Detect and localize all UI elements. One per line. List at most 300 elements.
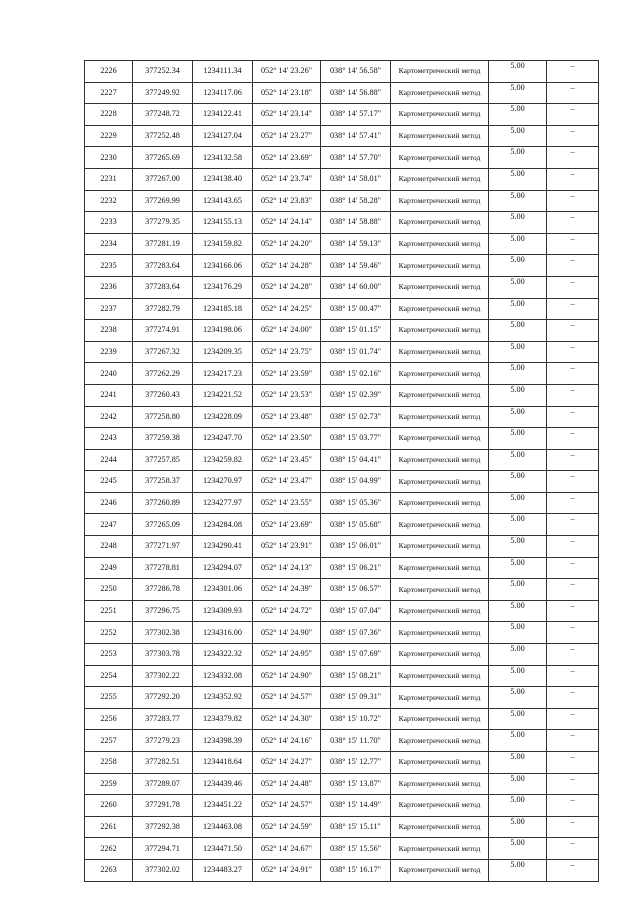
longitude-cell: 038° 14' 56.88"	[321, 82, 391, 104]
accuracy-cell: 5.00	[489, 773, 547, 795]
method-cell: Картометрический метод	[391, 579, 489, 601]
point-number-cell: 2260	[85, 795, 133, 817]
longitude-cell: 038° 15' 04.99"	[321, 471, 391, 493]
table-row	[85, 579, 599, 601]
point-number-cell: 2231	[85, 168, 133, 190]
note-cell: –	[547, 276, 599, 298]
y-coordinate-cell: 1234294.07	[193, 557, 253, 579]
longitude-cell: 038° 15' 10.72"	[321, 708, 391, 730]
accuracy-cell: 5.00	[489, 816, 547, 838]
table-row	[85, 492, 599, 514]
latitude-cell: 052° 14' 23.47"	[253, 471, 321, 493]
y-coordinate-cell: 1234259.82	[193, 449, 253, 471]
accuracy-cell: 5.00	[489, 859, 547, 881]
latitude-cell: 052° 14' 23.48"	[253, 406, 321, 428]
note-cell: –	[547, 190, 599, 212]
y-coordinate-cell: 1234176.29	[193, 276, 253, 298]
accuracy-cell: 5.00	[489, 492, 547, 514]
accuracy-cell: 5.00	[489, 557, 547, 579]
point-number-cell: 2256	[85, 708, 133, 730]
note-cell: –	[547, 795, 599, 817]
x-coordinate-cell: 377258.37	[133, 471, 193, 493]
note-cell: –	[547, 687, 599, 709]
note-cell: –	[547, 449, 599, 471]
point-number-cell: 2242	[85, 406, 133, 428]
y-coordinate-cell: 1234127.04	[193, 125, 253, 147]
x-coordinate-cell: 377259.38	[133, 428, 193, 450]
table-row	[85, 384, 599, 406]
accuracy-cell: 5.00	[489, 536, 547, 558]
x-coordinate-cell: 377291.78	[133, 795, 193, 817]
method-cell: Картометрический метод	[391, 752, 489, 774]
note-cell: –	[547, 471, 599, 493]
method-cell: Картометрический метод	[391, 363, 489, 385]
x-coordinate-cell: 377274.91	[133, 320, 193, 342]
point-number-cell: 2262	[85, 838, 133, 860]
note-cell: –	[547, 428, 599, 450]
latitude-cell: 052° 14' 24.14"	[253, 212, 321, 234]
longitude-cell: 038° 15' 05.68"	[321, 514, 391, 536]
table-row	[85, 428, 599, 450]
point-number-cell: 2250	[85, 579, 133, 601]
latitude-cell: 052° 14' 23.69"	[253, 514, 321, 536]
accuracy-cell: 5.00	[489, 687, 547, 709]
accuracy-cell: 5.00	[489, 795, 547, 817]
table-row	[85, 557, 599, 579]
accuracy-cell: 5.00	[489, 320, 547, 342]
note-cell: –	[547, 816, 599, 838]
point-number-cell: 2254	[85, 665, 133, 687]
table-body	[85, 61, 599, 882]
note-cell: –	[547, 859, 599, 881]
point-number-cell: 2238	[85, 320, 133, 342]
table-row	[85, 406, 599, 428]
y-coordinate-cell: 1234166.06	[193, 255, 253, 277]
x-coordinate-cell: 377267.00	[133, 168, 193, 190]
note-cell: –	[547, 125, 599, 147]
y-coordinate-cell: 1234471.50	[193, 838, 253, 860]
latitude-cell: 052° 14' 24.57"	[253, 795, 321, 817]
note-cell: –	[547, 147, 599, 169]
accuracy-cell: 5.00	[489, 471, 547, 493]
accuracy-cell: 5.00	[489, 276, 547, 298]
table-row	[85, 536, 599, 558]
point-number-cell: 2230	[85, 147, 133, 169]
y-coordinate-cell: 1234155.13	[193, 212, 253, 234]
latitude-cell: 052° 14' 23.50"	[253, 428, 321, 450]
longitude-cell: 038° 14' 56.58"	[321, 61, 391, 83]
table-row	[85, 471, 599, 493]
table-row	[85, 168, 599, 190]
table-row	[85, 449, 599, 471]
note-cell: –	[547, 536, 599, 558]
point-number-cell: 2234	[85, 233, 133, 255]
accuracy-cell: 5.00	[489, 61, 547, 83]
method-cell: Картометрический метод	[391, 665, 489, 687]
latitude-cell: 052° 14' 24.90"	[253, 665, 321, 687]
longitude-cell: 038° 15' 06.01"	[321, 536, 391, 558]
method-cell: Картометрический метод	[391, 859, 489, 881]
y-coordinate-cell: 1234270.97	[193, 471, 253, 493]
longitude-cell: 038° 14' 59.13"	[321, 233, 391, 255]
x-coordinate-cell: 377283.64	[133, 255, 193, 277]
point-number-cell: 2255	[85, 687, 133, 709]
table-row	[85, 600, 599, 622]
point-number-cell: 2257	[85, 730, 133, 752]
x-coordinate-cell: 377302.38	[133, 622, 193, 644]
x-coordinate-cell: 377282.51	[133, 752, 193, 774]
x-coordinate-cell: 377269.99	[133, 190, 193, 212]
accuracy-cell: 5.00	[489, 147, 547, 169]
y-coordinate-cell: 1234290.41	[193, 536, 253, 558]
longitude-cell: 038° 15' 04.41"	[321, 449, 391, 471]
accuracy-cell: 5.00	[489, 449, 547, 471]
y-coordinate-cell: 1234332.08	[193, 665, 253, 687]
table-row	[85, 82, 599, 104]
table-row	[85, 255, 599, 277]
method-cell: Картометрический метод	[391, 147, 489, 169]
table-row	[85, 320, 599, 342]
note-cell: –	[547, 752, 599, 774]
method-cell: Картометрический метод	[391, 557, 489, 579]
y-coordinate-cell: 1234221.52	[193, 384, 253, 406]
method-cell: Картометрический метод	[391, 471, 489, 493]
method-cell: Картометрический метод	[391, 384, 489, 406]
point-number-cell: 2235	[85, 255, 133, 277]
note-cell: –	[547, 730, 599, 752]
table-row	[85, 125, 599, 147]
y-coordinate-cell: 1234159.82	[193, 233, 253, 255]
point-number-cell: 2249	[85, 557, 133, 579]
x-coordinate-cell: 377303.78	[133, 644, 193, 666]
y-coordinate-cell: 1234301.06	[193, 579, 253, 601]
accuracy-cell: 5.00	[489, 384, 547, 406]
table-row	[85, 190, 599, 212]
method-cell: Картометрический метод	[391, 644, 489, 666]
latitude-cell: 052° 14' 24.00"	[253, 320, 321, 342]
table-row	[85, 233, 599, 255]
accuracy-cell: 5.00	[489, 190, 547, 212]
longitude-cell: 038° 14' 58.88"	[321, 212, 391, 234]
note-cell: –	[547, 212, 599, 234]
longitude-cell: 038° 14' 59.46"	[321, 255, 391, 277]
method-cell: Картометрический метод	[391, 428, 489, 450]
longitude-cell: 038° 15' 07.69"	[321, 644, 391, 666]
y-coordinate-cell: 1234309.93	[193, 600, 253, 622]
method-cell: Картометрический метод	[391, 536, 489, 558]
latitude-cell: 052° 14' 23.53"	[253, 384, 321, 406]
method-cell: Картометрический метод	[391, 276, 489, 298]
table-row	[85, 341, 599, 363]
latitude-cell: 052° 14' 23.75"	[253, 341, 321, 363]
x-coordinate-cell: 377281.19	[133, 233, 193, 255]
longitude-cell: 038° 15' 03.77"	[321, 428, 391, 450]
x-coordinate-cell: 377248.72	[133, 104, 193, 126]
x-coordinate-cell: 377286.78	[133, 579, 193, 601]
y-coordinate-cell: 1234122.41	[193, 104, 253, 126]
table-row	[85, 665, 599, 687]
accuracy-cell: 5.00	[489, 708, 547, 730]
note-cell: –	[547, 82, 599, 104]
longitude-cell: 038° 15' 15.11"	[321, 816, 391, 838]
y-coordinate-cell: 1234284.08	[193, 514, 253, 536]
latitude-cell: 052° 14' 24.95"	[253, 644, 321, 666]
latitude-cell: 052° 14' 24.67"	[253, 838, 321, 860]
x-coordinate-cell: 377292.20	[133, 687, 193, 709]
y-coordinate-cell: 1234228.09	[193, 406, 253, 428]
point-number-cell: 2227	[85, 82, 133, 104]
latitude-cell: 052° 14' 24.72"	[253, 600, 321, 622]
method-cell: Картометрический метод	[391, 449, 489, 471]
note-cell: –	[547, 644, 599, 666]
latitude-cell: 052° 14' 24.27"	[253, 752, 321, 774]
latitude-cell: 052° 14' 23.91"	[253, 536, 321, 558]
point-number-cell: 2244	[85, 449, 133, 471]
note-cell: –	[547, 320, 599, 342]
note-cell: –	[547, 838, 599, 860]
latitude-cell: 052° 14' 24.48"	[253, 773, 321, 795]
x-coordinate-cell: 377267.32	[133, 341, 193, 363]
accuracy-cell: 5.00	[489, 233, 547, 255]
y-coordinate-cell: 1234398.39	[193, 730, 253, 752]
y-coordinate-cell: 1234217.23	[193, 363, 253, 385]
longitude-cell: 038° 15' 08.21"	[321, 665, 391, 687]
longitude-cell: 038° 15' 02.16"	[321, 363, 391, 385]
point-number-cell: 2229	[85, 125, 133, 147]
table-row	[85, 147, 599, 169]
note-cell: –	[547, 104, 599, 126]
table-row	[85, 773, 599, 795]
y-coordinate-cell: 1234322.32	[193, 644, 253, 666]
table-row	[85, 730, 599, 752]
accuracy-cell: 5.00	[489, 168, 547, 190]
y-coordinate-cell: 1234418.64	[193, 752, 253, 774]
x-coordinate-cell: 377258.80	[133, 406, 193, 428]
method-cell: Картометрический метод	[391, 687, 489, 709]
table-row	[85, 644, 599, 666]
x-coordinate-cell: 377283.77	[133, 708, 193, 730]
method-cell: Картометрический метод	[391, 492, 489, 514]
latitude-cell: 052° 14' 23.45"	[253, 449, 321, 471]
accuracy-cell: 5.00	[489, 406, 547, 428]
longitude-cell: 038° 14' 57.17"	[321, 104, 391, 126]
method-cell: Картометрический метод	[391, 61, 489, 83]
latitude-cell: 052° 14' 24.30"	[253, 708, 321, 730]
longitude-cell: 038° 15' 16.17"	[321, 859, 391, 881]
note-cell: –	[547, 708, 599, 730]
note-cell: –	[547, 665, 599, 687]
point-number-cell: 2259	[85, 773, 133, 795]
accuracy-cell: 5.00	[489, 514, 547, 536]
point-number-cell: 2245	[85, 471, 133, 493]
note-cell: –	[547, 557, 599, 579]
method-cell: Картометрический метод	[391, 320, 489, 342]
longitude-cell: 038° 15' 02.39"	[321, 384, 391, 406]
x-coordinate-cell: 377252.34	[133, 61, 193, 83]
method-cell: Картометрический метод	[391, 212, 489, 234]
method-cell: Картометрический метод	[391, 622, 489, 644]
y-coordinate-cell: 1234185.18	[193, 298, 253, 320]
longitude-cell: 038° 15' 01.74"	[321, 341, 391, 363]
x-coordinate-cell: 377302.02	[133, 859, 193, 881]
y-coordinate-cell: 1234277.97	[193, 492, 253, 514]
longitude-cell: 038° 15' 11.70"	[321, 730, 391, 752]
longitude-cell: 038° 15' 07.04"	[321, 600, 391, 622]
method-cell: Картометрический метод	[391, 190, 489, 212]
method-cell: Картометрический метод	[391, 82, 489, 104]
accuracy-cell: 5.00	[489, 600, 547, 622]
accuracy-cell: 5.00	[489, 125, 547, 147]
longitude-cell: 038° 15' 09.31"	[321, 687, 391, 709]
y-coordinate-cell: 1234379.82	[193, 708, 253, 730]
x-coordinate-cell: 377278.81	[133, 557, 193, 579]
latitude-cell: 052° 14' 24.59"	[253, 816, 321, 838]
point-number-cell: 2236	[85, 276, 133, 298]
y-coordinate-cell: 1234132.58	[193, 147, 253, 169]
method-cell: Картометрический метод	[391, 104, 489, 126]
longitude-cell: 038° 15' 06.21"	[321, 557, 391, 579]
method-cell: Картометрический метод	[391, 708, 489, 730]
x-coordinate-cell: 377265.09	[133, 514, 193, 536]
table-row	[85, 514, 599, 536]
latitude-cell: 052° 14' 24.90"	[253, 622, 321, 644]
longitude-cell: 038° 14' 57.70"	[321, 147, 391, 169]
point-number-cell: 2239	[85, 341, 133, 363]
point-number-cell: 2237	[85, 298, 133, 320]
longitude-cell: 038° 15' 05.36"	[321, 492, 391, 514]
latitude-cell: 052° 14' 23.69"	[253, 147, 321, 169]
note-cell: –	[547, 514, 599, 536]
y-coordinate-cell: 1234111.34	[193, 61, 253, 83]
y-coordinate-cell: 1234138.40	[193, 168, 253, 190]
longitude-cell: 038° 15' 02.73"	[321, 406, 391, 428]
longitude-cell: 038° 14' 60.00"	[321, 276, 391, 298]
table-row	[85, 212, 599, 234]
x-coordinate-cell: 377292.38	[133, 816, 193, 838]
x-coordinate-cell: 377283.64	[133, 276, 193, 298]
x-coordinate-cell: 377260.43	[133, 384, 193, 406]
x-coordinate-cell: 377282.79	[133, 298, 193, 320]
accuracy-cell: 5.00	[489, 363, 547, 385]
y-coordinate-cell: 1234439.46	[193, 773, 253, 795]
accuracy-cell: 5.00	[489, 82, 547, 104]
note-cell: –	[547, 579, 599, 601]
point-number-cell: 2247	[85, 514, 133, 536]
note-cell: –	[547, 773, 599, 795]
latitude-cell: 052° 14' 24.25"	[253, 298, 321, 320]
x-coordinate-cell: 377262.29	[133, 363, 193, 385]
method-cell: Картометрический метод	[391, 341, 489, 363]
latitude-cell: 052° 14' 24.28"	[253, 255, 321, 277]
note-cell: –	[547, 168, 599, 190]
x-coordinate-cell: 377289.07	[133, 773, 193, 795]
table-row	[85, 622, 599, 644]
latitude-cell: 052° 14' 24.39"	[253, 579, 321, 601]
method-cell: Картометрический метод	[391, 514, 489, 536]
y-coordinate-cell: 1234143.65	[193, 190, 253, 212]
x-coordinate-cell: 377249.92	[133, 82, 193, 104]
y-coordinate-cell: 1234316.00	[193, 622, 253, 644]
point-number-cell: 2241	[85, 384, 133, 406]
y-coordinate-cell: 1234463.08	[193, 816, 253, 838]
table-row	[85, 298, 599, 320]
latitude-cell: 052° 14' 23.14"	[253, 104, 321, 126]
note-cell: –	[547, 406, 599, 428]
note-cell: –	[547, 622, 599, 644]
note-cell: –	[547, 341, 599, 363]
latitude-cell: 052° 14' 24.28"	[253, 276, 321, 298]
note-cell: –	[547, 384, 599, 406]
accuracy-cell: 5.00	[489, 665, 547, 687]
method-cell: Картометрический метод	[391, 406, 489, 428]
point-number-cell: 2251	[85, 600, 133, 622]
longitude-cell: 038° 15' 00.47"	[321, 298, 391, 320]
y-coordinate-cell: 1234247.70	[193, 428, 253, 450]
note-cell: –	[547, 298, 599, 320]
table-row	[85, 104, 599, 126]
method-cell: Картометрический метод	[391, 600, 489, 622]
accuracy-cell: 5.00	[489, 298, 547, 320]
point-number-cell: 2258	[85, 752, 133, 774]
x-coordinate-cell: 377296.75	[133, 600, 193, 622]
longitude-cell: 038° 15' 12.77"	[321, 752, 391, 774]
point-number-cell: 2248	[85, 536, 133, 558]
longitude-cell: 038° 14' 58.28"	[321, 190, 391, 212]
method-cell: Картометрический метод	[391, 730, 489, 752]
latitude-cell: 052° 14' 23.59"	[253, 363, 321, 385]
accuracy-cell: 5.00	[489, 622, 547, 644]
accuracy-cell: 5.00	[489, 579, 547, 601]
x-coordinate-cell: 377302.22	[133, 665, 193, 687]
method-cell: Картометрический метод	[391, 298, 489, 320]
method-cell: Картометрический метод	[391, 233, 489, 255]
accuracy-cell: 5.00	[489, 838, 547, 860]
note-cell: –	[547, 233, 599, 255]
longitude-cell: 038° 15' 14.49"	[321, 795, 391, 817]
table-row	[85, 687, 599, 709]
y-coordinate-cell: 1234451.22	[193, 795, 253, 817]
accuracy-cell: 5.00	[489, 341, 547, 363]
point-number-cell: 2252	[85, 622, 133, 644]
point-number-cell: 2243	[85, 428, 133, 450]
point-number-cell: 2226	[85, 61, 133, 83]
method-cell: Картометрический метод	[391, 838, 489, 860]
method-cell: Картометрический метод	[391, 255, 489, 277]
note-cell: –	[547, 61, 599, 83]
table-row	[85, 708, 599, 730]
latitude-cell: 052° 14' 23.26"	[253, 61, 321, 83]
point-number-cell: 2233	[85, 212, 133, 234]
point-number-cell: 2228	[85, 104, 133, 126]
method-cell: Картометрический метод	[391, 795, 489, 817]
point-number-cell: 2263	[85, 859, 133, 881]
accuracy-cell: 5.00	[489, 644, 547, 666]
y-coordinate-cell: 1234117.06	[193, 82, 253, 104]
longitude-cell: 038° 14' 58.01"	[321, 168, 391, 190]
longitude-cell: 038° 15' 01.15"	[321, 320, 391, 342]
longitude-cell: 038° 14' 57.41"	[321, 125, 391, 147]
coordinate-table	[84, 60, 599, 882]
latitude-cell: 052° 14' 24.16"	[253, 730, 321, 752]
longitude-cell: 038° 15' 15.56"	[321, 838, 391, 860]
accuracy-cell: 5.00	[489, 752, 547, 774]
note-cell: –	[547, 492, 599, 514]
x-coordinate-cell: 377271.97	[133, 536, 193, 558]
latitude-cell: 052° 14' 24.57"	[253, 687, 321, 709]
accuracy-cell: 5.00	[489, 428, 547, 450]
longitude-cell: 038° 15' 06.57"	[321, 579, 391, 601]
x-coordinate-cell: 377257.85	[133, 449, 193, 471]
